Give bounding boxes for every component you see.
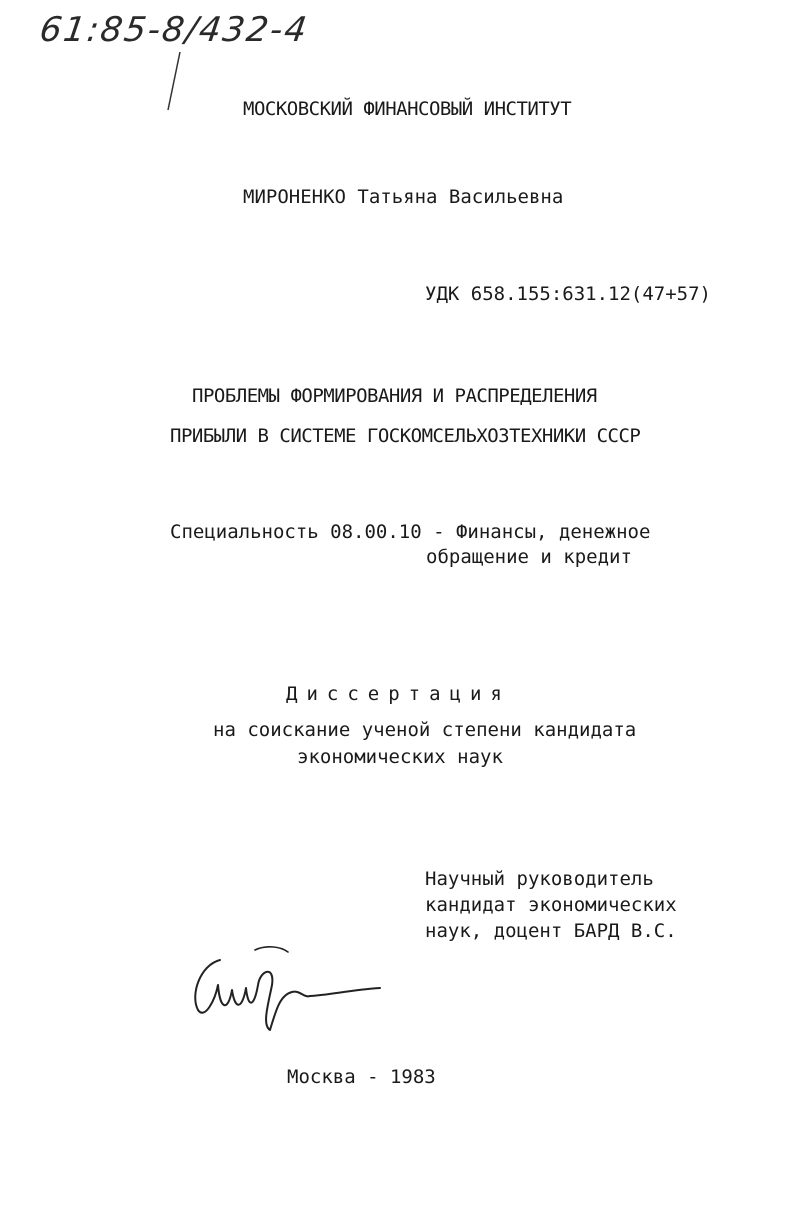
handwritten-signature (180, 940, 400, 1040)
archive-code: 61:85-8/432-4 (37, 10, 311, 50)
author-name: МИРОНЕНКО Татьяна Васильевна (243, 186, 564, 208)
dissertation-line-1: на соискание ученой степени кандидата (213, 719, 637, 741)
dissertation-heading: Диссертация (286, 683, 511, 705)
title-line-2: ПРИБЫЛИ В СИСТЕМЕ ГОСКОМСЕЛЬХОЗТЕХНИКИ СССР (170, 425, 641, 447)
archive-code-underline (150, 50, 210, 120)
city-year: Москва - 1983 (287, 1066, 436, 1088)
supervisor-line-3: наук, доцент БАРД В.С. (425, 920, 677, 942)
supervisor-line-2: кандидат экономических (425, 894, 677, 916)
dissertation-line-2: экономических наук (297, 746, 503, 768)
udc-code: УДК 658.155:631.12(47+57) (425, 283, 711, 305)
title-line-1: ПРОБЛЕМЫ ФОРМИРОВАНИЯ И РАСПРЕДЕЛЕНИЯ (192, 385, 597, 407)
specialty-line-2: обращение и кредит (426, 546, 632, 568)
specialty-line-1: Специальность 08.00.10 - Финансы, денежное (170, 521, 651, 543)
supervisor-line-1: Научный руководитель (425, 868, 654, 890)
institution-name: МОСКОВСКИЙ ФИНАНСОВЫЙ ИНСТИТУТ (243, 98, 572, 120)
